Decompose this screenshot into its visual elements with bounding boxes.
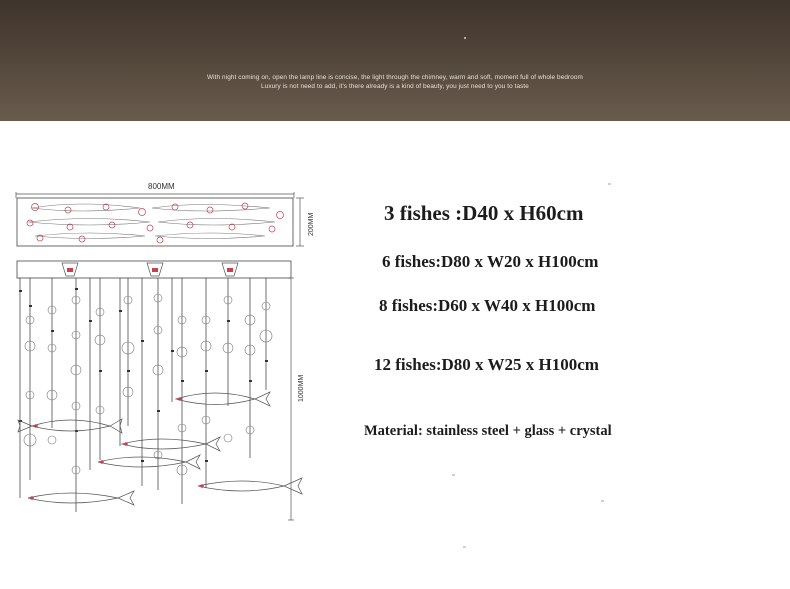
banner-tagline-line1: With night coming on, open the lamp line is concise, the light through the chimney, warm and soft, moment full of whole bedroom <box>207 74 583 81</box>
spec-material: Material: stainless steel + glass + crystal <box>364 423 612 439</box>
background-speck <box>463 546 466 548</box>
depth-dimension <box>296 198 304 246</box>
glass-fish <box>18 392 302 505</box>
header-banner <box>0 0 790 121</box>
technical-drawing <box>10 170 330 530</box>
canopy-mount-marks <box>67 268 233 272</box>
spec-12-fishes: 12 fishes:D80 x W25 x H100cm <box>374 355 599 374</box>
spec-3-fishes: 3 fishes :D40 x H60cm <box>384 201 584 225</box>
width-dimension-label: 800MM <box>148 182 175 191</box>
crystal-drops <box>19 288 268 462</box>
top-view-box <box>17 198 293 246</box>
height-dimension-label: 1000MM <box>298 374 305 402</box>
depth-dimension-label: 200MM <box>308 212 315 236</box>
spec-6-fishes: 6 fishes:D80 x W20 x H100cm <box>382 252 599 271</box>
banner-tagline-line2: Luxury is not need to add, it's there already is a kind of beauty, you just need to you to taste <box>261 83 529 90</box>
banner-dot <box>464 37 466 39</box>
canopy-mounts <box>62 263 238 276</box>
crystal-beads <box>24 294 272 475</box>
width-dimension <box>16 192 294 198</box>
background-speck <box>452 474 455 476</box>
background-speck <box>601 500 604 502</box>
background-speck <box>608 183 611 185</box>
spec-8-fishes: 8 fishes:D60 x W40 x H100cm <box>379 296 596 315</box>
top-view-red-circles <box>27 203 284 243</box>
